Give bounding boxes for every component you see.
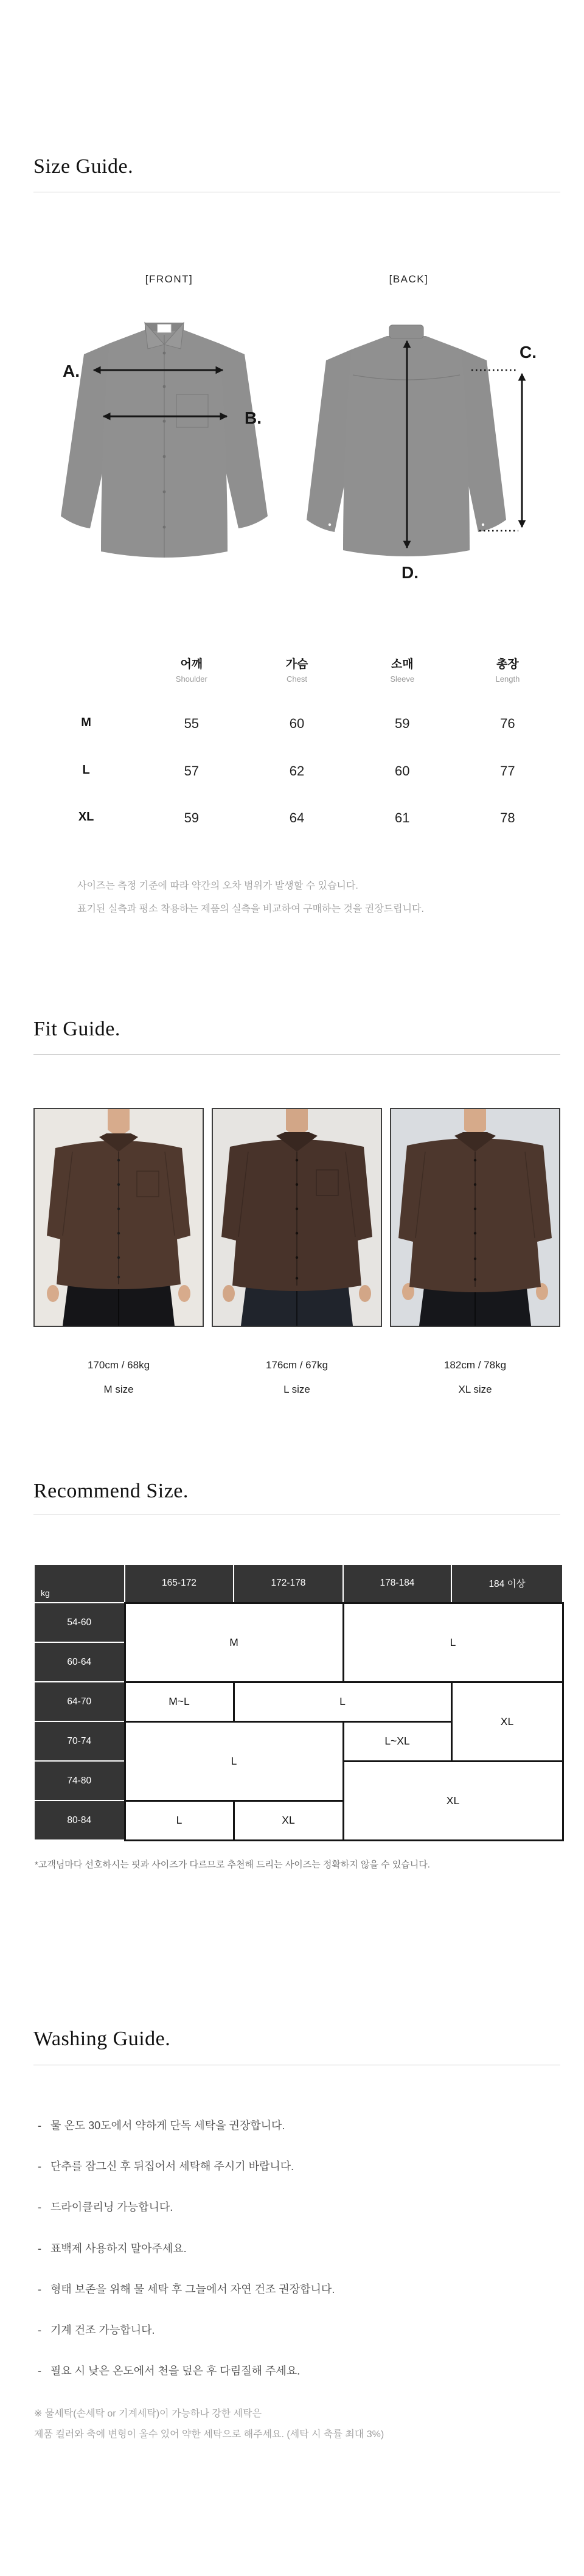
weight-row-54-60 — [34, 1603, 563, 1642]
measurement-diagram — [24, 262, 566, 584]
washing-guide-title: Washing Guide. — [33, 2028, 171, 2050]
neck-brand-label — [158, 324, 171, 332]
recommend-cell: M~L — [125, 1682, 234, 1721]
weight-label: 60-64 — [34, 1642, 125, 1682]
measure-label-b: B. — [245, 408, 262, 427]
dash-bullet: - — [38, 2160, 41, 2172]
model-size: XL size — [458, 1384, 492, 1395]
fit-model-xl — [390, 1108, 560, 1396]
washing-item-text: 형태 보존을 위해 물 세탁 후 그늘에서 자연 건조 권장합니다. — [50, 2283, 335, 2295]
size-guide-title: Size Guide. — [33, 155, 134, 178]
washing-item-3 — [38, 2201, 173, 2213]
column-header-chest: 가슴 — [285, 658, 308, 671]
size-table-row-l — [33, 763, 560, 779]
recommend-size-title: Recommend Size. — [33, 1480, 189, 1502]
column-header-sleeve: 소매 — [391, 658, 414, 671]
weight-label: 70-74 — [34, 1721, 125, 1761]
washing-item-text: 필요 시 낮은 온도에서 천을 덮은 후 다림질해 주세요. — [50, 2365, 301, 2377]
fit-model-l — [212, 1108, 382, 1396]
size-table-corner — [33, 655, 139, 671]
washing-item-text: 드라이클리닝 가능합니다. — [50, 2201, 173, 2213]
fit-model-m — [33, 1108, 204, 1396]
column-subheader-length: Length — [495, 674, 520, 684]
size-table-row-m — [33, 716, 560, 732]
model-size: L size — [283, 1384, 310, 1395]
measure-label-c: C. — [520, 343, 537, 362]
column-subheader-shoulder: Shoulder — [175, 674, 207, 684]
washing-item-7 — [38, 2365, 300, 2377]
washing-item-5 — [38, 2283, 335, 2295]
measure-label-a: A. — [63, 362, 80, 380]
measure-label-d: D. — [401, 563, 419, 582]
weight-label: 54-60 — [34, 1603, 125, 1642]
kg-corner-cell — [34, 1564, 125, 1603]
front-shirt-illustration — [61, 323, 268, 558]
washing-item-text: 기계 건조 가능합니다. — [50, 2324, 155, 2336]
value-sleeve: 61 — [394, 810, 410, 825]
model-spec: 170cm / 68kg — [87, 1359, 150, 1371]
value-sleeve: 60 — [394, 763, 410, 779]
value-length: 78 — [500, 810, 515, 825]
recommend-cell: XL — [234, 1801, 343, 1840]
size-table-row-xl — [33, 810, 560, 826]
model-spec: 182cm / 78kg — [443, 1359, 507, 1371]
model-photo-l-image — [213, 1109, 381, 1326]
model-photo-l — [212, 1108, 382, 1327]
height-column-4: 184 이상 — [451, 1564, 563, 1603]
size-table-header-korean — [33, 655, 560, 671]
washing-item-6 — [38, 2324, 155, 2336]
size-label: M — [81, 716, 91, 729]
fit-guide-photos — [33, 1108, 560, 1396]
column-header-length: 총장 — [496, 658, 519, 671]
recommend-cell: L — [234, 1682, 451, 1721]
size-table-header-english — [33, 674, 560, 684]
size-table-corner — [33, 674, 139, 684]
value-chest: 60 — [289, 716, 305, 731]
washing-item-text: 표백제 사용하지 말아주세요. — [50, 2242, 187, 2255]
size-note-2: 표기된 실측과 평소 착용하는 제품의 실측을 비교하여 구매하는 것을 권장드립니다. — [77, 904, 424, 914]
size-label: L — [82, 763, 90, 777]
height-column-1: 165-172 — [125, 1564, 234, 1603]
recommend-cell: XL — [343, 1761, 563, 1840]
value-length: 77 — [500, 763, 515, 779]
column-subheader-sleeve: Sleeve — [390, 674, 415, 684]
kg-label: kg — [41, 1588, 50, 1598]
size-label: XL — [78, 810, 94, 824]
dash-bullet: - — [38, 2119, 41, 2132]
weight-label: 80-84 — [34, 1801, 125, 1840]
model-photo-m-image — [35, 1109, 203, 1326]
washing-footnote-2: 제품 컬러와 축에 변형이 올수 있어 약한 세탁으로 해주세요. (세탁 시 축률 최대 3%) — [34, 2429, 384, 2440]
recommend-header-row — [34, 1564, 563, 1603]
washing-item-text: 물 온도 30도에서 약하게 단독 세탁을 권장합니다. — [50, 2119, 285, 2132]
recommend-size-note: *고객님마다 선호하시는 핏과 사이즈가 다르므로 추천해 드리는 사이즈는 정확하지 않을 수 있습니다. — [35, 1860, 430, 1870]
dash-bullet: - — [38, 2324, 41, 2336]
washing-item-2 — [38, 2160, 294, 2172]
height-column-3: 178-184 — [343, 1564, 451, 1603]
value-sleeve: 59 — [394, 716, 410, 731]
dash-bullet: - — [38, 2283, 41, 2295]
washing-item-text: 단추를 잠그신 후 뒤집어서 세탁해 주시기 바랍니다. — [50, 2160, 294, 2172]
recommend-cell: XL — [451, 1682, 563, 1761]
recommend-size-table — [33, 1564, 564, 1841]
column-subheader-chest: Chest — [287, 674, 307, 684]
dash-bullet: - — [38, 2201, 41, 2213]
model-photo-xl — [390, 1108, 560, 1327]
divider — [33, 1054, 560, 1055]
recommend-cell: L — [125, 1721, 343, 1801]
value-shoulder: 59 — [184, 810, 200, 825]
washing-footnote-1: ※ 물세탁(손세탁 or 기계세탁)이 가능하나 강한 세탁은 — [34, 2409, 262, 2419]
column-header-shoulder: 어깨 — [180, 658, 203, 671]
recommend-cell: M — [125, 1603, 343, 1682]
fit-guide-title: Fit Guide. — [33, 1018, 120, 1040]
height-column-2: 172-178 — [234, 1564, 343, 1603]
model-photo-xl-image — [391, 1109, 559, 1326]
value-shoulder: 55 — [184, 716, 200, 731]
washing-item-1 — [38, 2119, 285, 2132]
back-view-label: [BACK] — [389, 273, 429, 285]
size-note-1: 사이즈는 측정 기준에 따라 약간의 오차 범위가 발생할 수 있습니다. — [77, 881, 358, 891]
weight-label: 74-80 — [34, 1761, 125, 1801]
recommend-cell: L — [125, 1801, 234, 1840]
value-length: 76 — [500, 716, 515, 731]
value-chest: 62 — [289, 763, 305, 779]
model-size: M size — [103, 1384, 134, 1395]
recommend-cell: L — [343, 1603, 563, 1682]
weight-row-64-70 — [34, 1682, 563, 1721]
recommend-cell: L~XL — [343, 1721, 451, 1761]
dash-bullet: - — [38, 2365, 41, 2377]
weight-label: 64-70 — [34, 1682, 125, 1721]
model-spec: 176cm / 67kg — [265, 1359, 328, 1371]
washing-item-4 — [38, 2242, 187, 2255]
front-view-label: [FRONT] — [145, 273, 193, 285]
dash-bullet: - — [38, 2242, 41, 2255]
model-photo-m — [33, 1108, 204, 1327]
value-chest: 64 — [289, 810, 305, 825]
value-shoulder: 57 — [184, 763, 200, 779]
